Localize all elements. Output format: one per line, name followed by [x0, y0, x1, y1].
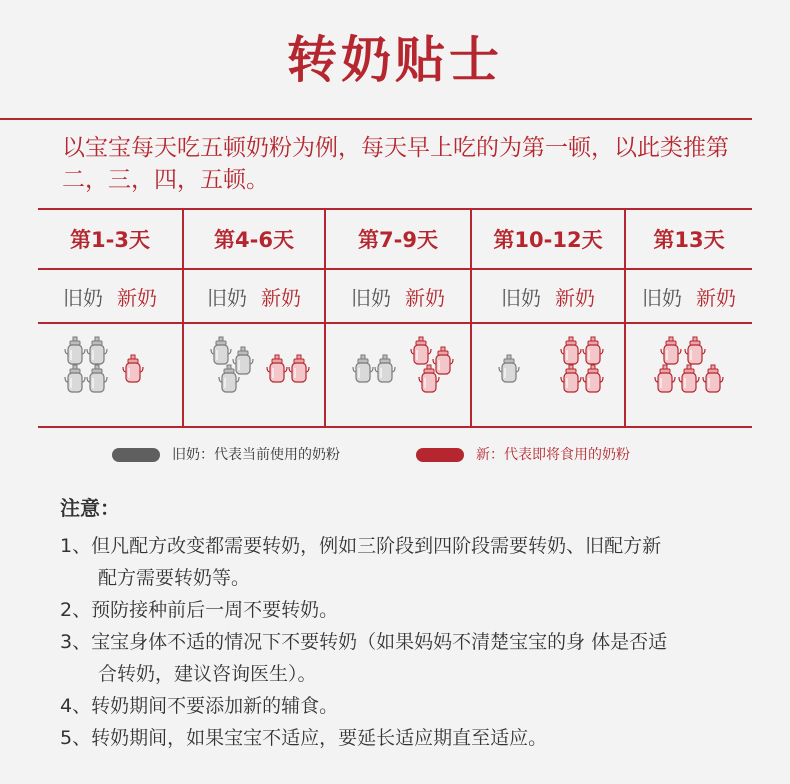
red-baby-bottle-icon — [582, 364, 604, 398]
column-header: 第10-12天 — [493, 228, 603, 252]
bottle-cell — [626, 324, 752, 424]
new-milk-label: 新奶 — [405, 285, 445, 310]
new-milk-swatch — [416, 448, 464, 462]
transition-table — [38, 208, 752, 428]
gray-baby-bottle-icon — [498, 354, 520, 388]
bottle-cell — [38, 324, 182, 424]
column-header: 第7-9天 — [358, 228, 438, 252]
note-item — [60, 690, 338, 722]
new-milk-label: 新奶 — [696, 285, 736, 310]
red-baby-bottle-icon — [560, 364, 582, 398]
note-line: 2、预防接种前后一周不要转奶。 — [60, 599, 339, 621]
old-milk-label: 旧奶 — [63, 285, 103, 310]
notes-title: 注意： — [60, 496, 120, 520]
note-line: 4、转奶期间不要添加新的辅食。 — [60, 695, 339, 717]
new-milk-label: 新奶 — [117, 285, 157, 310]
intro-text: 以宝宝每天吃五顿奶粉为例，每天早上吃的为第一顿，以此类推第二，三，四，五顿。 — [62, 135, 729, 193]
red-baby-bottle-icon — [288, 354, 310, 388]
old-milk-label: 旧奶 — [501, 285, 541, 310]
gray-baby-bottle-icon — [374, 354, 396, 388]
note-item — [60, 626, 667, 690]
subheader — [472, 270, 624, 322]
page-title: 转奶贴士 — [287, 31, 503, 89]
note-line: 1、但凡配方改变都需要转奶，例如三阶段到四阶段需要转奶、旧配方新 — [60, 535, 662, 557]
column-header: 第13天 — [653, 228, 725, 252]
note-item — [60, 530, 661, 594]
column-header: 第4-6天 — [214, 228, 294, 252]
bottle-cell — [326, 324, 470, 424]
subheader — [184, 270, 324, 322]
red-baby-bottle-icon — [266, 354, 288, 388]
red-baby-bottle-icon — [702, 364, 724, 398]
note-line: 配方需要转奶等。 — [98, 567, 251, 589]
note-item — [60, 722, 547, 754]
old-milk-label: 旧奶 — [642, 285, 682, 310]
note-item — [60, 594, 338, 626]
old-milk-swatch — [112, 448, 160, 462]
legend — [0, 444, 790, 466]
gray-baby-bottle-icon — [86, 364, 108, 398]
subheader — [38, 270, 182, 322]
note-line: 合转奶，建议咨询医生）。 — [98, 663, 317, 685]
red-baby-bottle-icon — [678, 364, 700, 398]
column-header: 第1-3天 — [70, 228, 150, 252]
note-line: 5、转奶期间，如果宝宝不适应，要延长适应期直至适应。 — [60, 727, 548, 749]
old-milk-label: 旧奶 — [351, 285, 391, 310]
old-milk-legend: 旧奶：代表当前使用的奶粉 — [172, 447, 340, 463]
new-milk-label: 新奶 — [261, 285, 301, 310]
gray-baby-bottle-icon — [218, 364, 240, 398]
red-baby-bottle-icon — [654, 364, 676, 398]
bottle-cell — [472, 324, 624, 424]
divider-top — [0, 118, 752, 120]
new-milk-legend: 新：代表即将食用的奶粉 — [476, 447, 630, 463]
bottle-cell — [184, 324, 324, 424]
red-baby-bottle-icon — [418, 364, 440, 398]
old-milk-label: 旧奶 — [207, 285, 247, 310]
red-baby-bottle-icon — [122, 354, 144, 388]
gray-baby-bottle-icon — [352, 354, 374, 388]
subheader — [326, 270, 470, 322]
new-milk-label: 新奶 — [555, 285, 595, 310]
gray-baby-bottle-icon — [64, 364, 86, 398]
subheader — [626, 270, 752, 322]
note-line: 3、宝宝身体不适的情况下不要转奶（如果妈妈不清楚宝宝的身 体是否适 — [60, 631, 668, 653]
